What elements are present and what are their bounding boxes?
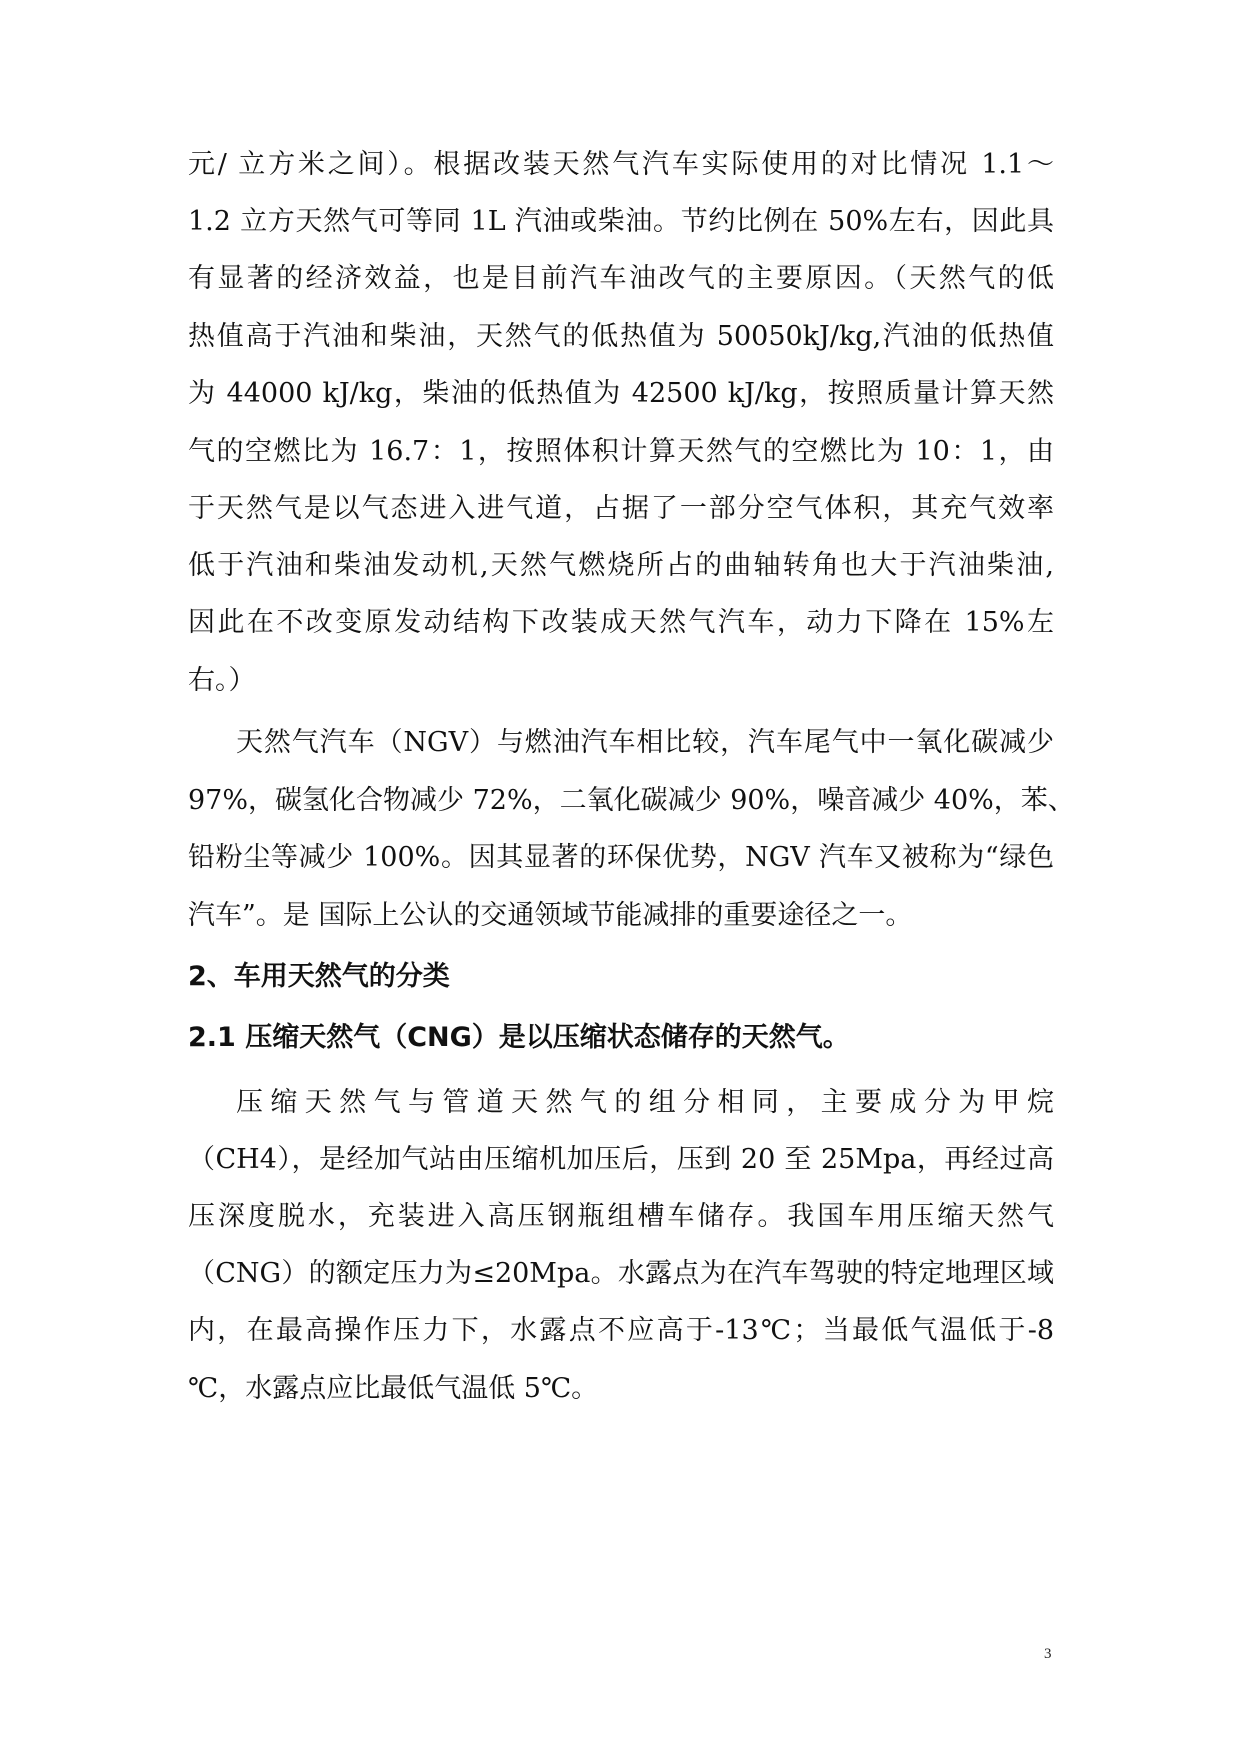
paragraph-3-line-5: 内，在最高操作压力下，水露点不应高于-13℃；当最低气温低于-8: [188, 1315, 1054, 1346]
paragraph-3-line-6: ℃，水露点应比最低气温低 5℃。: [188, 1373, 599, 1404]
paragraph-3-line-1: 压缩天然气与管道天然气的组分相同，主要成分为甲烷: [236, 1087, 1054, 1118]
paragraph-2-line-4: 汽车”。是 国际上公认的交通领域节能减排的重要途径之一。: [188, 900, 913, 931]
paragraph-3-line-2: （CH4），是经加气站由压缩机加压后，压到 20 至 25Mpa，再经过高: [188, 1144, 1054, 1175]
paragraph-2-line-2: 97%，碳氢化合物减少 72%，二氧化碳减少 90%，噪音减少 40%，苯、: [188, 785, 1075, 816]
section-heading-2-1: 2.1 压缩天然气（CNG）是以压缩状态储存的天然气。: [188, 1022, 850, 1053]
paragraph-2-line-3: 铅粉尘等减少 100%。因其显著的环保优势，NGV 汽车又被称为“绿色: [188, 842, 1054, 873]
paragraph-1-line-7: 于天然气是以气态进入进气道，占据了一部分空气体积，其充气效率: [188, 493, 1054, 524]
page-number: 3: [1044, 1646, 1052, 1662]
paragraph-1-line-10: 右。）: [188, 665, 256, 696]
paragraph-1-line-1: 元/ 立方米之间）。根据改装天然气汽车实际使用的对比情况 1.1～: [188, 149, 1054, 180]
paragraph-1-line-9: 因此在不改变原发动结构下改装成天然气汽车，动力下降在 15%左: [188, 607, 1054, 638]
paragraph-1-line-3: 有显著的经济效益，也是目前汽车油改气的主要原因。（天然气的低: [188, 263, 1054, 294]
paragraph-1-line-8: 低于汽油和柴油发动机,天然气燃烧所占的曲轴转角也大于汽油柴油,: [188, 550, 1054, 581]
paragraph-1-line-2: 1.2 立方天然气可等同 1L 汽油或柴油。节约比例在 50%左右，因此具: [188, 206, 1054, 237]
paragraph-3-line-3: 压深度脱水，充装进入高压钢瓶组槽车储存。我国车用压缩天然气: [188, 1201, 1054, 1232]
paragraph-1-line-5: 为 44000 kJ/kg，柴油的低热值为 42500 kJ/kg，按照质量计算天然: [188, 378, 1054, 409]
paragraph-1-line-4: 热值高于汽油和柴油，天然气的低热值为 50050kJ/kg,汽油的低热值: [188, 321, 1054, 352]
paragraph-1-line-6: 气的空燃比为 16.7：1，按照体积计算天然气的空燃比为 10：1，由: [188, 436, 1054, 467]
paragraph-2-line-1: 天然气汽车（NGV）与燃油汽车相比较，汽车尾气中一氧化碳减少: [236, 727, 1054, 758]
paragraph-3-line-4: （CNG）的额定压力为≤20Mpa。水露点为在汽车驾驶的特定地理区域: [188, 1258, 1054, 1289]
section-heading-2: 2、车用天然气的分类: [188, 961, 450, 992]
